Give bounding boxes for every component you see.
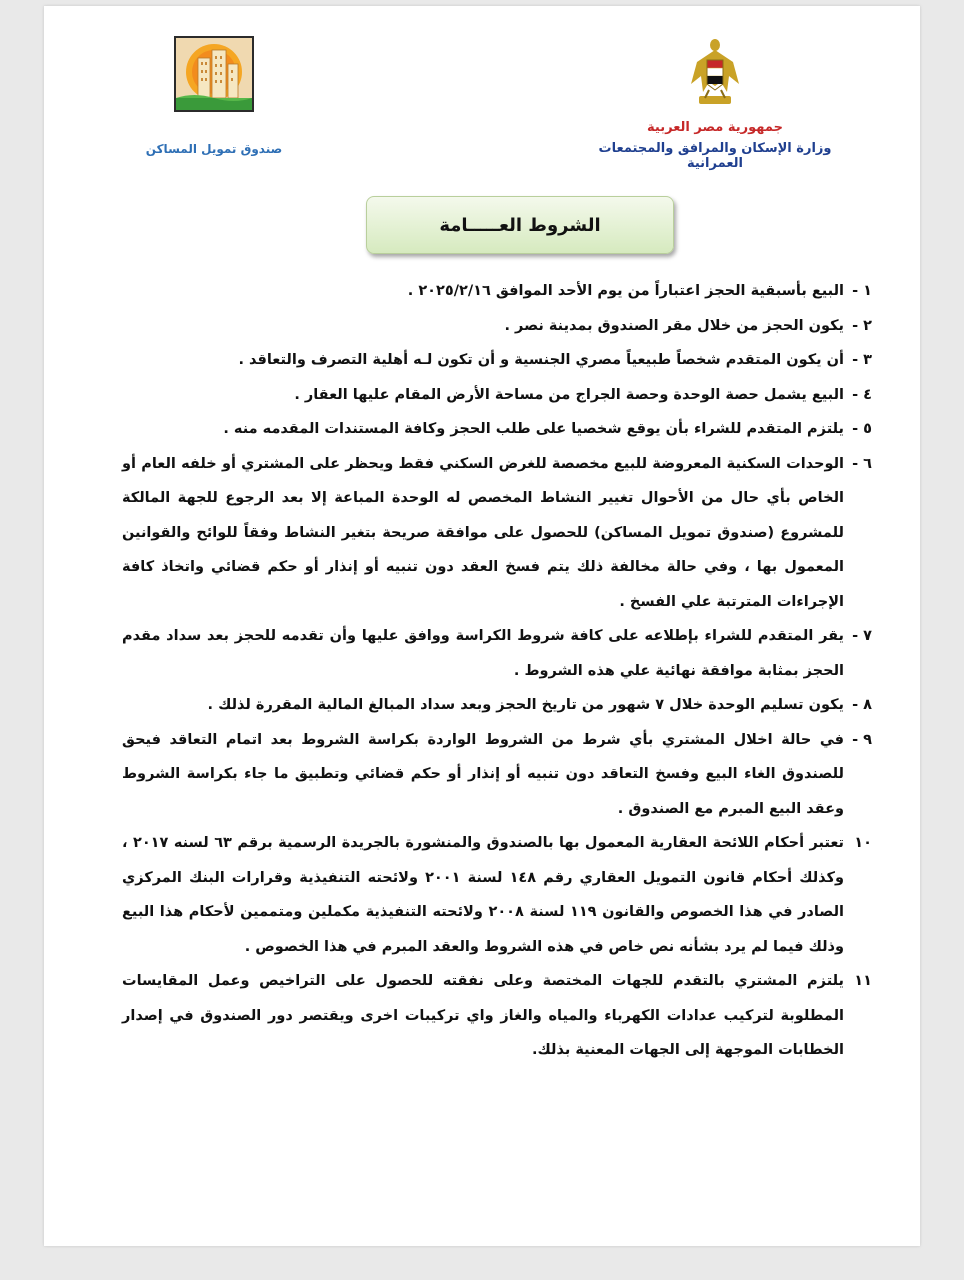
ministry-name: وزارة الإسكان والمرافق والمجتمعات العمرانية [598,141,832,171]
term-text: البيع بأسبقية الحجز اعتباراً من يوم الأحد الموافق ٢٠٢٥/٢/١٦ . [407,283,844,299]
term-number: ١ - [852,283,872,299]
fund-header [134,36,294,156]
term-text: يكون الحجز من خلال مقر الصندوق بمدينة نصر . [504,317,844,334]
term-text: يقر المتقدم للشراء بإطلاعه على كافة شروط الكراسة ووافق عليها وأن تقدمه للحجز بعد سداد مقدم الحجز بمثابة موافقة نهائية علي هذه الشروط . [122,628,844,679]
term-number: ٦ - [852,455,872,472]
term-text: في حالة اخلال المشتري بأي شرط من الشروط الواردة بكراسة الشروط بعد اتمام التعاقد فيحق للصندوق الغاء البيع وفسخ التعاقد دون تنبيه أو إنذار أو حكم قضائي وتطبيق ما جاء بكراسة الشروط وعقد البيع المبرم مع الصندوق . [122,731,844,817]
terms-list [122,274,872,1068]
term-text: تعتبر أحكام اللائحة العقارية المعمول بها بالصندوق والمنشورة بالجريدة الرسمية برقم ٦٣ لسنه ٢٠١٧ ، وكذلك أحكام قانون التمويل العقاري رقم ١٤٨ لسنة ٢٠٠١ ولائحته التنفيذية وقرارات البنك المركزي الصادر في هذا الخصوص والقانون ١١٩ لسنة ٢٠٠٨ ولائحته التنفيذية مكملين ومتممين لأحكام هذا البيع وذلك فيما لم يرد بشأنه نص خاص في هذه الشروط والعقد المبرم في هذا الخصوص . [122,835,844,955]
term-item [122,447,872,620]
term-item [122,412,872,447]
term-number: ٢ - [852,317,872,334]
term-text: الوحدات السكنية المعروضة للبيع مخصصة للغرض السكني فقط ويحظر على المشتري أو خلفه العام أو الخاص بأي حال من الأحوال تغيير النشاط المخصص له الوحدة المباعة إلا بعد الرجوع للجهة المالكة للمشروع (صندوق تمويل المساكن) للحصول على موافقة صريحة بتغير النشاط وفقاً للوائح والقوانين المعمول بها ، وفي حالة مخالفة ذلك يتم فسخ العقد دون تنبيه أو إنذار أو حكم قضائي واتخاذ كافة الإجراءات المترتبة علي الفسخ . [122,455,844,610]
term-text: يلتزم المتقدم للشراء بأن يوقع شخصيا على طلب الحجز وكافة المستندات المقدمه منه . [223,421,844,437]
page-title: الشروط العـــــامة [439,214,601,236]
term-item [122,723,872,827]
document-page [44,6,920,1246]
term-text: يلتزم المشتري بالتقدم للجهات المختصة وعلى نفقته للحصول على التراخيص وعمل المقايسات المطلوبة لتركيب عدادات الكهرباء والمياه والغاز واي تركيبات اخرى ويقتصر دور الصندوق في إصدار الخطابات الموجهة إلى الجهات المعنية بذلك. [122,973,844,1058]
term-number: ١١ [854,973,872,989]
term-text: أن يكون المتقدم شخصاً طبيعياً مصري الجنسية و أن تكون لـه أهلية التصرف والتعاقد . [238,352,844,368]
term-item [122,688,872,723]
term-number: ٣ - [852,352,872,368]
eagle-emblem-icon [687,36,743,114]
title-box [366,196,674,254]
term-number: ٧ - [852,628,872,644]
term-item [122,826,872,964]
term-number: ٨ - [852,697,872,713]
term-item [122,619,872,688]
term-item [122,964,872,1068]
term-item [122,309,872,344]
term-item [122,274,872,309]
term-item [122,378,872,413]
term-number: ٤ - [852,386,872,403]
term-number: ١٠ [854,835,872,851]
term-text: يكون تسليم الوحدة خلال ٧ شهور من تاريخ الحجز وبعد سداد المبالغ المالية المقررة لذلك . [207,697,844,713]
housing-fund-logo-icon [174,36,254,112]
country-name: جمهورية مصر العربية [647,120,783,135]
ministry-header [570,36,860,171]
fund-name: صندوق تمويل المساكن [145,142,283,156]
term-item [122,343,872,378]
term-number: ٩ - [852,731,872,748]
term-number: ٥ - [852,421,872,437]
term-text: البيع يشمل حصة الوحدة وحصة الجراج من مساحة الأرض المقام عليها العقار . [294,386,844,403]
